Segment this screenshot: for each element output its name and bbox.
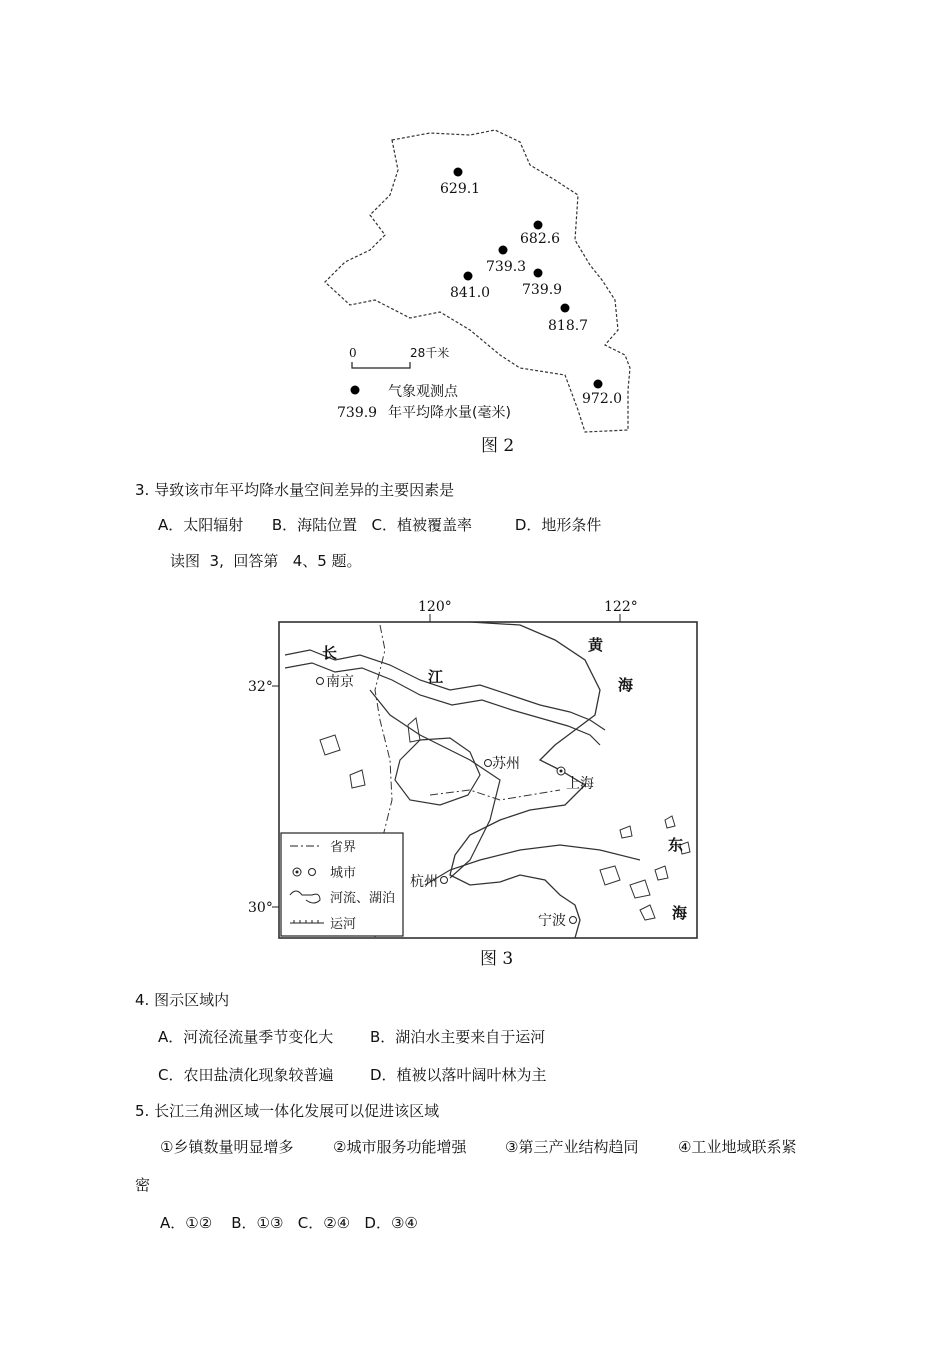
station-value: 818.7 [548,318,589,334]
legend-dot [351,386,360,395]
legend-city-symbol-2 [309,869,316,876]
station-dot [534,221,543,230]
lon-label-120: 120° [418,599,452,615]
legend-water: 河流、湖泊 [330,891,396,906]
question-4-option-c: C．农田盐渍化现象较普遍 [158,1066,334,1084]
question-5-item-3: ③第三产业结构趋同 [505,1138,639,1156]
legend-city-symbol-1-dot [296,871,299,874]
label-jiang: 江 [428,668,444,686]
figure-2-caption: 图 2 [481,436,515,456]
label-huang: 黄 [588,636,604,654]
legend-city: 城市 [330,866,357,881]
legend-value-label: 年平均降水量(毫米) [388,405,511,421]
label-hai-1: 海 [618,676,634,694]
figure-2-map [320,125,660,460]
lon-label-122: 122° [604,599,638,615]
label-chang: 长 [322,644,338,662]
station-value: 739.9 [522,282,563,298]
intro-4-5: 读图 3, 回答第 4、5 题。 [170,552,362,570]
city-shanghai-dot [560,770,563,773]
question-5-options: A．①② B．①③ C．②④ D．③④ [160,1214,418,1232]
question-3-options: A．太阳辐射 B．海陆位置 C．植被覆盖率 D．地形条件 [158,516,602,534]
legend-station-label: 气象观测点 [388,384,458,400]
figure-3-caption: 图 3 [480,949,514,969]
label-ningbo: 宁波 [538,913,566,929]
station-value: 739.3 [486,259,527,275]
figure-3-map [240,592,710,972]
label-dong: 东 [668,836,684,854]
station-dot [499,246,508,255]
question-5-item-2: ②城市服务功能增强 [333,1138,467,1156]
station-value: 972.0 [582,391,623,407]
question-4-option-a: A．河流径流量季节变化大 [158,1028,334,1046]
legend-sample-value: 739.9 [337,405,378,421]
city-suzhou-icon [485,760,492,767]
city-nanjing-icon [317,678,324,685]
station-dot [464,272,473,281]
lat-label-32: 32° [248,679,273,695]
city-boundary [325,130,630,432]
station-value: 682.6 [520,231,561,247]
scale-zero: 0 [349,346,357,360]
city-hangzhou-icon [441,877,448,884]
question-4-option-d: D．植被以落叶阔叶林为主 [370,1066,547,1084]
legend-province: 省界 [330,840,357,855]
legend-canal: 运河 [330,917,357,932]
label-hangzhou: 杭州 [410,874,438,890]
question-5-continuation: 密 [135,1176,151,1194]
question-5-item-1: ①乡镇数量明显增多 [160,1138,294,1156]
label-suzhou: 苏州 [492,756,520,772]
figure-3-legend [281,833,403,936]
label-shanghai: 上海 [566,776,594,792]
question-4-stem: 4. 图示区域内 [135,991,230,1009]
question-5-item-4: ④工业地域联系紧 [678,1138,797,1156]
question-3-stem: 3. 导致该市年平均降水量空间差异的主要因素是 [135,481,455,499]
station-dot [561,304,570,313]
question-5-stem: 5. 长江三角洲区域一体化发展可以促进该区域 [135,1102,440,1120]
city-ningbo-icon [570,917,577,924]
station-dot [454,168,463,177]
station-value: 629.1 [440,181,481,197]
station-dot [534,269,543,278]
question-4-option-b: B．湖泊水主要来自于运河 [370,1028,546,1046]
lat-label-30: 30° [248,900,273,916]
scale-bar [352,362,410,368]
label-nanjing: 南京 [326,674,354,690]
label-hai-2: 海 [672,904,688,922]
scale-distance: 28千米 [410,346,450,360]
station-dot [594,380,603,389]
station-value: 841.0 [450,285,491,301]
